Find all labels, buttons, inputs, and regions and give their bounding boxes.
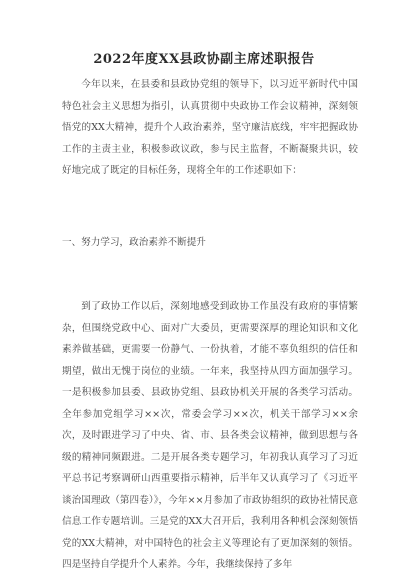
document-title: 2022年度XX县政协副主席述职报告 [93,52,315,67]
section-body-paragraph: 到了政协工作以后，深刻地感受到政协工作虽没有政府的事情繁杂，但围绕党政中心、面对广大委员，更需要深厚的理论知识和文化素养做基础，更需要一份静气、一份执着，才能不辜负组织的信任和期望，做出无愧于岗位的业绩。一年来，我坚持从四方面加强学习。一是积极参加县委、县政协党组、县政协机关开展的各类学习活动。全年参加党组学习××次，常委会学习××次，机关干部学习××余次，及时跟进学习了中央、省、市、县各类会议精神，做到思想与各级的精神同频跟进。二是开展各类专题学习，年初我认真学习了习近平总书记考察调研山西重要指示精神，后半年又认真学习了《习近平谈治国理政（第四卷）》，今年××月参加了市政协组织的政协社情民意信息工作专题培训。三是党的XX大召开后，我利用各种机会深刻领悟党的XX大精神，对中国特色的社会主义等理论有了更加深刻的领悟。四是坚持自学提升个人素养。今年，我继续保持了多年 [62,301,358,570]
section-heading: 一、努力学习，政治素养不断提升 [62,237,206,248]
intro-paragraph: 今年以来，在县委和县政协党组的领导下，以习近平新时代中国特色社会主义思想为指引，认真贯彻中央政协工作会议精神，深刻领悟党的XX大精神，提升个人政治素养，坚守廉洁底线，牢牢把握政协工作的主责主业，积极参政议政，参与民主监督，不断凝聚共识，较好地完成了既定的目标任务，现将全年的工作述职如下： [62,79,358,176]
